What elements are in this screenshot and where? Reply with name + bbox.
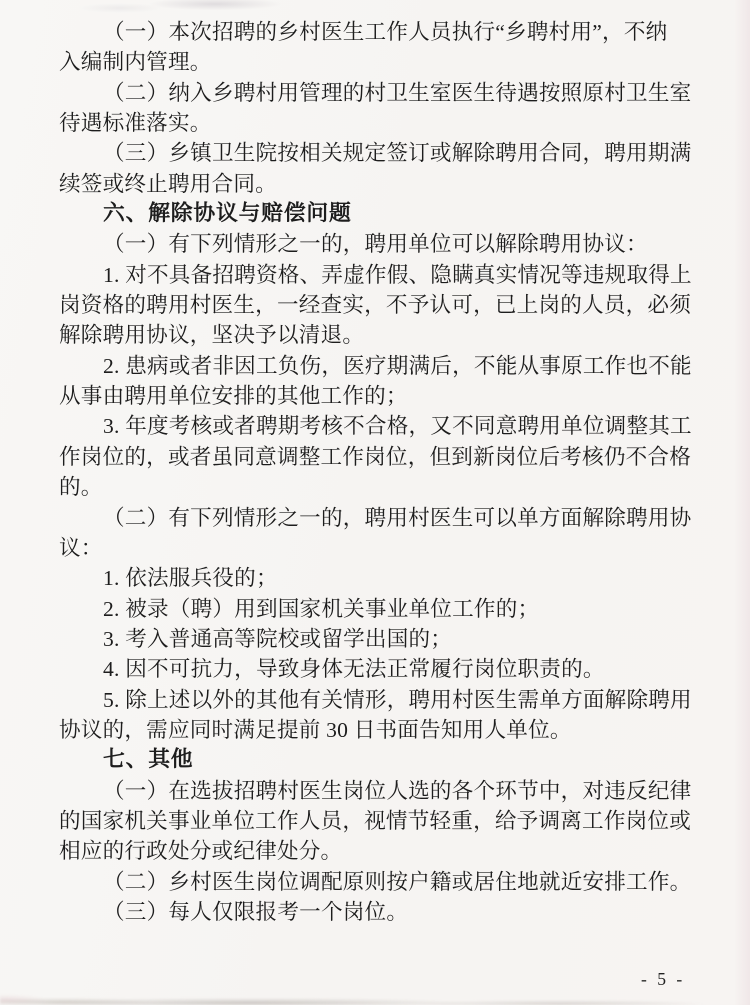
document-text-line: 岗资格的聘用村医生，一经查实，不予认可，已上岗的人员，必须 <box>59 293 692 318</box>
document-text-line: （三）乡镇卫生院按相关规定签订或解除聘用合同，聘用期满 <box>103 141 692 166</box>
document-text-line: 相应的行政处分或纪律处分。 <box>59 839 343 864</box>
scan-shadow-bottom <box>0 990 750 1005</box>
document-text-line: 的国家机关事业单位工作人员，视情节轻重，给予调离工作岗位或 <box>59 808 692 833</box>
document-text-line: 作岗位的，或者虽同意调整工作岗位，但到新岗位后考核仍不合格 <box>59 444 692 469</box>
page-number: - 5 - <box>641 969 686 989</box>
document-text-line: （一）本次招聘的乡村医生工作人员执行“乡聘村用”，不纳 <box>103 20 668 44</box>
document-text-line: （二）有下列情形之一的，聘用村医生可以单方面解除聘用协 <box>103 505 692 530</box>
document-text-line: （二）乡村医生岗位调配原则按户籍或居住地就近安排工作。 <box>103 869 692 894</box>
document-text-line: （一）有下列情形之一的，聘用单位可以解除聘用协议： <box>103 232 648 257</box>
document-text-line: 的。 <box>59 475 103 500</box>
document-text-line: 协议的，需应同时满足提前 30 日书面告知用人单位。 <box>59 717 572 742</box>
document-text-line: 5. 除上述以外的其他有关情形，聘用村医生需单方面解除聘用 <box>103 687 692 712</box>
document-text-line: 2. 被录（聘）用到国家机关事业单位工作的； <box>103 596 540 621</box>
document-text-line: 入编制内管理。 <box>59 50 212 75</box>
document-text-line: 2. 患病或者非因工负伤，医疗期满后，不能从事原工作也不能 <box>103 353 692 378</box>
document-text-line: （二）纳入乡聘村用管理的村卫生室医生待遇按照原村卫生室 <box>103 80 692 105</box>
document-text-line: 待遇标准落实。 <box>59 111 212 136</box>
document-text-line: 从事由聘用单位安排的其他工作的； <box>59 384 408 409</box>
section-heading: 六、解除协议与赔偿问题 <box>103 201 352 227</box>
document-body <box>59 17 699 927</box>
document-text-line: 4. 因不可抗力，导致身体无法正常履行岗位职责的。 <box>103 657 605 682</box>
document-text-line: 续签或终止聘用合同。 <box>59 171 277 196</box>
document-text-line: 解除聘用协议，坚决予以清退。 <box>59 323 365 348</box>
section-heading: 七、其他 <box>103 747 194 773</box>
document-text-line: 3. 年度考核或者聘期考核不合格，又不同意聘用单位调整其工 <box>103 414 692 439</box>
document-text-line: （三）每人仅限报考一个岗位。 <box>103 899 409 924</box>
document-text-line: 1. 对不具备招聘资格、弄虚作假、隐瞒真实情况等违规取得上 <box>103 262 692 287</box>
document-text-line: 3. 考入普通高等院校或留学出国的； <box>103 626 453 651</box>
document-text-line: 1. 依法服兵役的； <box>103 566 278 591</box>
document-text-line: 议： <box>59 535 103 560</box>
document-text-line: （一）在选拔招聘村医生岗位人选的各个环节中，对违反纪律 <box>103 778 692 803</box>
